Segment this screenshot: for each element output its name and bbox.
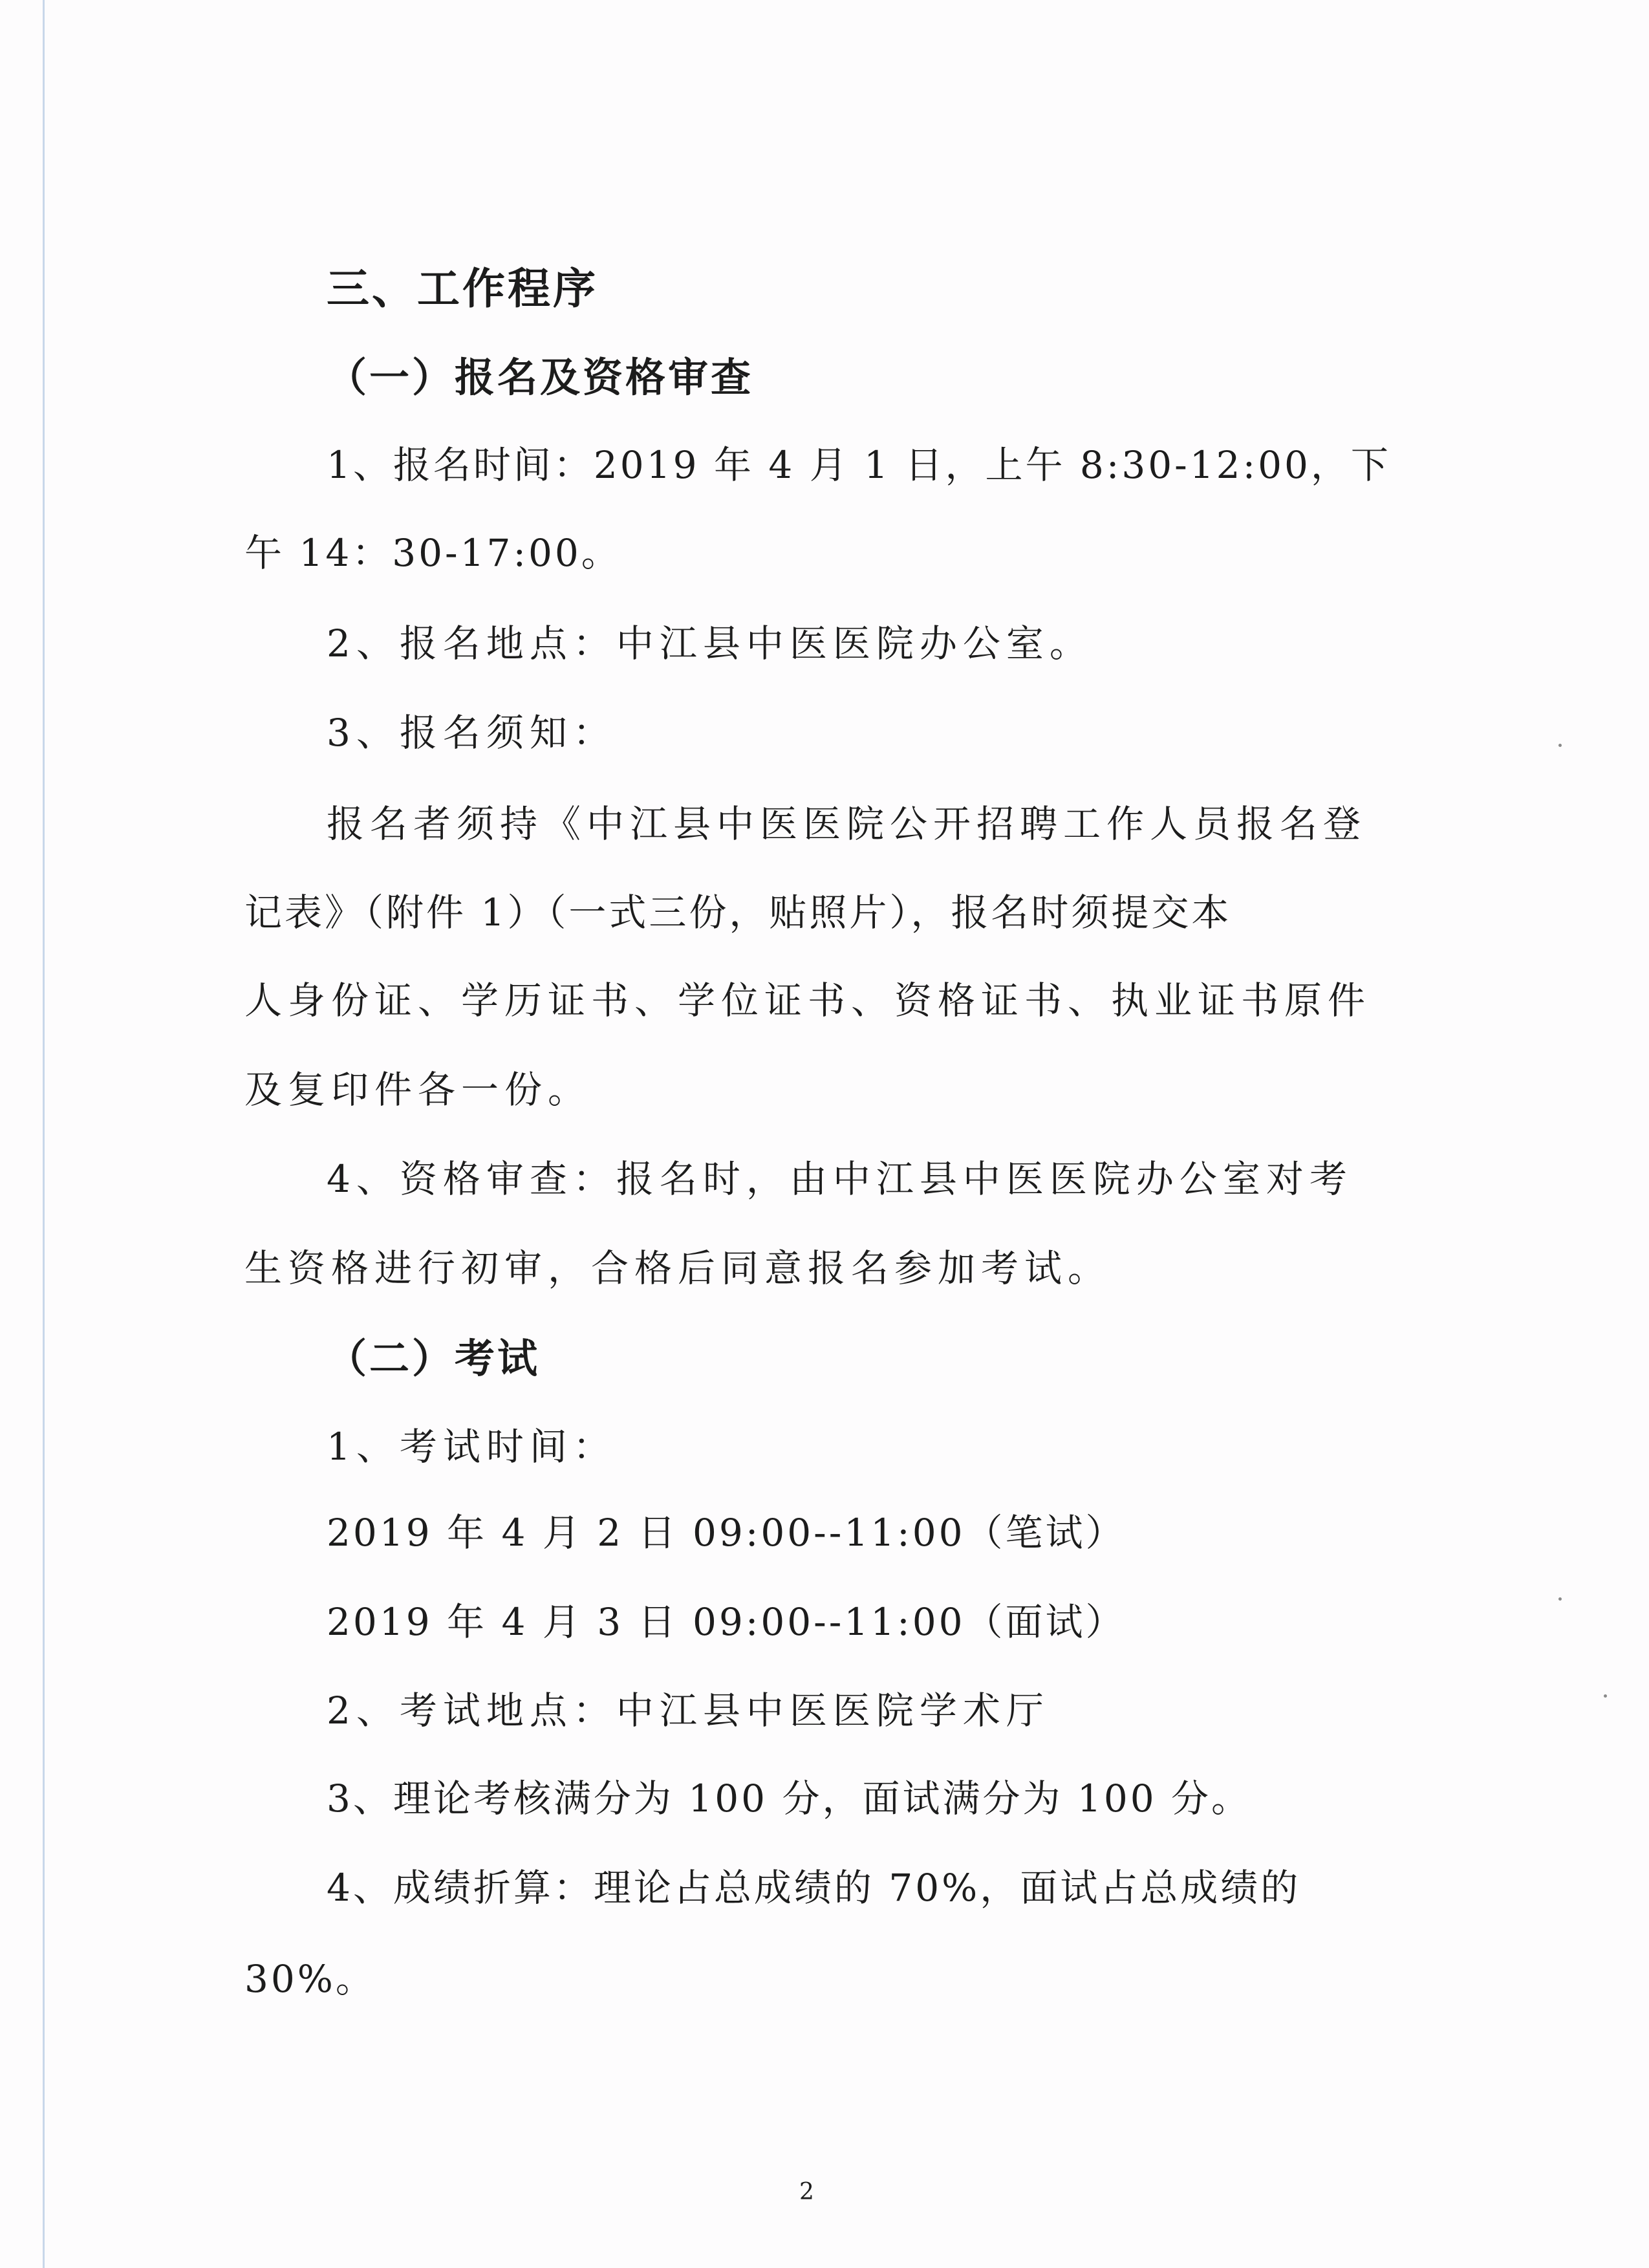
page-margin-line — [43, 0, 45, 2268]
registration-notice-line-3: 人身份证、学历证书、学位证书、资格证书、执业证书原件 — [244, 978, 1372, 1022]
exam-time-interview: 2019 年 4 月 3 日 09:00--11:00（面试） — [327, 1600, 1126, 1644]
sub-heading-registration: （一）报名及资格审查 — [327, 354, 754, 401]
scan-speck — [1604, 1694, 1607, 1698]
qualification-review-line-1: 4、资格审查：报名时，由中江县中医医院办公室对考 — [327, 1157, 1353, 1201]
registration-notice-title: 3、报名须知： — [327, 711, 616, 755]
registration-time-line-1: 1、报名时间：2019 年 4 月 1 日，上午 8:30-12:00，下 — [327, 443, 1391, 487]
qualification-review-line-2: 生资格进行初审，合格后同意报名参加考试。 — [244, 1246, 1112, 1290]
exam-place: 2、考试地点：中江县中医医院学术厅 — [327, 1689, 1050, 1733]
score-calculation-line-1: 4、成绩折算：理论占总成绩的 70%，面试占总成绩的 — [327, 1866, 1301, 1910]
scan-speck — [1558, 1597, 1562, 1601]
registration-place: 2、报名地点：中江县中医医院办公室。 — [327, 621, 1093, 665]
exam-time-written: 2019 年 4 月 2 日 09:00--11:00（笔试） — [327, 1511, 1126, 1555]
page-number: 2 — [799, 2179, 814, 2205]
registration-notice-line-2: 记表》（附件 1）（一式三份，贴照片），报名时须提交本 — [244, 891, 1232, 934]
registration-notice-line-4: 及复印件各一份。 — [244, 1068, 592, 1112]
exam-scores: 3、理论考核满分为 100 分，面试满分为 100 分。 — [327, 1777, 1252, 1820]
sub-heading-exam: （二）考试 — [327, 1335, 541, 1382]
registration-time-line-2: 午 14：30-17:00。 — [244, 531, 621, 575]
exam-time-title: 1、考试时间： — [327, 1425, 616, 1469]
scan-speck — [1558, 744, 1562, 747]
registration-notice-line-1: 报名者须持《中江县中医医院公开招聘工作人员报名登 — [327, 802, 1367, 846]
score-calculation-line-2: 30%。 — [244, 1957, 376, 2001]
section-heading: 三、工作程序 — [327, 264, 598, 314]
